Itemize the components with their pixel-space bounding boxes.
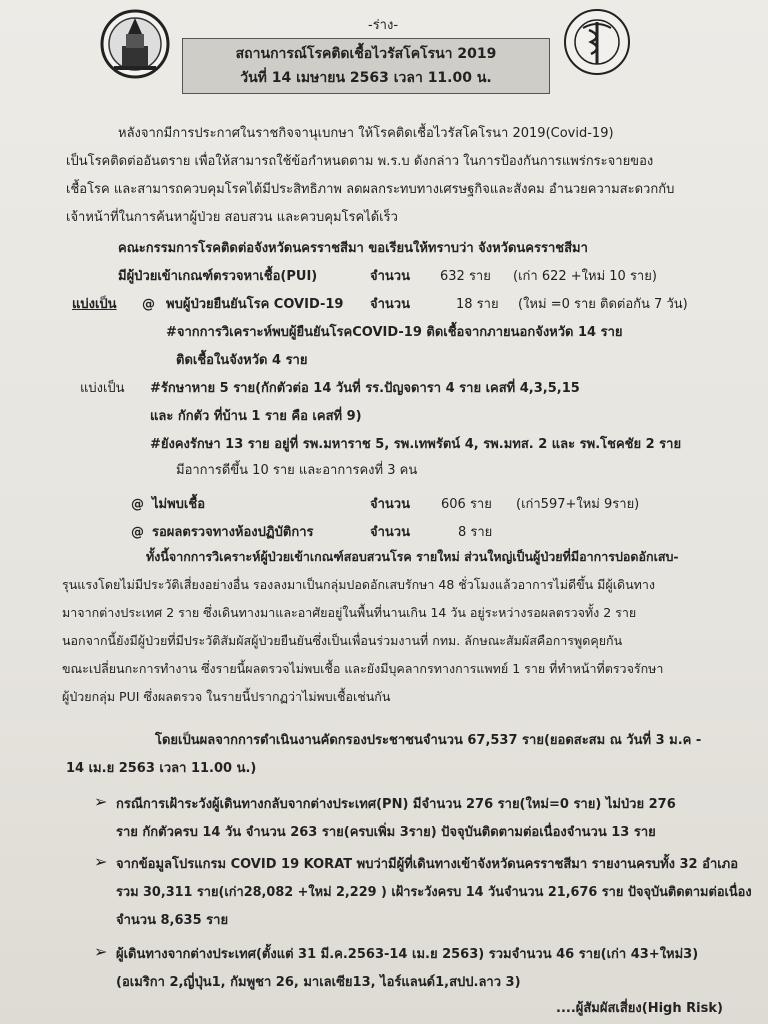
pui-amount-label: จำนวน (370, 269, 410, 284)
intro-line-3: เชื้อโรค และสามารถควบคุมโรคได้มีประสิทธิภาพ ลดผลกระทบทางเศรษฐกิจและสังคม อำนวยความสะดวกกับ (66, 182, 675, 197)
confirmed-amount-label: จำนวน (370, 297, 410, 312)
bullet-2-line-2: รวม 30,311 ราย(เก่า28,082 +ใหม่ 2,229 ) เฝ้าระวังครบ 14 วันจำนวน 21,676 ราย ปัจจุบันติดตามต่อเนื่อง (116, 885, 752, 900)
confirmed-analysis-1: #จากการวิเคราะห์พบผู้ยืนยันโรคCOVID-19 ติดเชื้อจากภายนอกจังหวัด 14 ราย (166, 325, 623, 340)
draft-mark: -ร่าง- (368, 18, 399, 33)
intro-line-1: หลังจากมีการประกาศในราชกิจจานุเบกษา ให้โรคติดเชื้อไวรัสโคโรนา 2019(Covid-19) (118, 126, 614, 141)
analysis-line-6: ผู้ป่วยกลุ่ม PUI ซึ่งผลตรวจ ในรายนี้ปรากฏว่าไม่พบเชื้อเช่นกัน (62, 689, 391, 704)
bullet-3-line-1: ผู้เดินทางจากต่างประเทศ(ตั้งแต่ 31 มี.ค.2563-14 เม.ย 2563) รวมจำนวน 46 ราย(เก่า 43+ใหม่3) (116, 947, 699, 962)
bullet-1-line-2: ราย กักตัวครบ 14 วัน จำนวน 263 ราย(ครบเพิ่ม 3ราย) ปัจจุบันติดตามต่อเนื่องจำนวน 13 ราย (116, 825, 656, 840)
title-line-1: สถานการณ์โรคติดเชื้อไวรัสโคโรนา 2019 (235, 46, 497, 62)
pui-label: มีผู้ป่วยเข้าเกณฑ์ตรวจหาเชื้อ(PUI) (118, 269, 318, 284)
analysis-line-5: ขณะเปลี่ยนกะการทำงาน ซึ่งรายนี้ผลตรวจไม่พบเชื้อ และยังมีบุคลากรทางการแพทย์ 1 ราย ที่ทำหน้าที่ตรวจรักษา (62, 661, 664, 676)
bullet-2-line-3: จำนวน 8,635 ราย (116, 913, 229, 928)
bullet-3-line-2: (อเมริกา 2,ญี่ปุ่น1, กัมพูชา 26, มาเลเซีย13, ไอร์แลนด์1,สปป.ลาว 3) (116, 975, 521, 990)
confirmed-value: 18 ราย (456, 297, 499, 312)
not-found-amount-label: จำนวน (370, 497, 410, 512)
confirmed-analysis-2: ติดเชื้อในจังหวัด 4 ราย (176, 353, 308, 368)
screening-line-1: โดยเป็นผลจากการดำเนินงานคัดกรองประชาชนจำนวน 67,537 ราย(ยอดสะสม ณ วันที่ 3 ม.ค - (155, 733, 702, 748)
not-found-label: ไม่พบเชื้อ (152, 497, 206, 512)
arrow-bullet-icon: ➢ (94, 792, 108, 811)
confirmed-note: (ใหม่ =0 ราย ติดต่อกัน 7 วัน) (518, 297, 688, 312)
pending-value: 8 ราย (458, 525, 493, 540)
pui-value: 632 ราย (440, 269, 491, 284)
intro-line-2: เป็นโรคติดต่ออันตราย เพื่อให้สามารถใช้ข้อกำหนดตาม พ.ร.บ ดังกล่าว ในการป้องกันการแพร่กระจายของ (66, 154, 654, 169)
screening-line-2: 14 เม.ย 2563 เวลา 11.00 น.) (66, 761, 257, 776)
arrow-bullet-icon: ➢ (94, 942, 108, 961)
analysis-line-2: รุนแรงโดยไม่มีประวัติเสี่ยงอย่างอื่น รองลงมาเป็นกลุ่มปอดอักเสบรักษา 48 ชั่วโมงแล้วอาการไม่ดีขึ้น มีผู้เดินทาง (62, 577, 655, 592)
title-line-2: วันที่ 14 เมษายน 2563 เวลา 11.00 น. (240, 70, 492, 86)
arrow-bullet-icon: ➢ (94, 852, 108, 871)
footer-continuation: ....ผู้สัมผัสเสี่ยง(High Risk) (556, 1001, 723, 1016)
confirmed-bullet: @ (142, 297, 155, 312)
committee-statement: คณะกรรมการโรคติดต่อจังหวัดนครราชสีมา ขอเรียนให้ทราบว่า จังหวัดนครราชสีมา (118, 241, 588, 256)
confirmed-label: พบผู้ป่วยยืนยันโรค COVID-19 (166, 297, 344, 312)
not-found-note: (เก่า597+ใหม่ 9ราย) (516, 497, 640, 512)
not-found-bullet: @ (131, 497, 144, 512)
analysis-line-1: ทั้งนี้จากการวิเคราะห์ผู้ป่วยเข้าเกณฑ์สอบสวนโรค รายใหม่ ส่วนใหญ่เป็นผู้ป่วยที่มีอาการปอดอักเสบ- (146, 549, 679, 564)
pending-label: รอผลตรวจทางห้องปฏิบัติการ (152, 525, 314, 540)
provincial-seal-icon (100, 8, 170, 80)
treating-line-2: มีอาการดีขึ้น 10 ราย และอาการคงที่ 3 คน (176, 463, 418, 478)
split-label: แบ่งเป็น (72, 297, 117, 312)
bullet-1-line-1: กรณีการเฝ้าระวังผู้เดินทางกลับจากต่างประเทศ(PN) มีจำนวน 276 ราย(ใหม่=0 ราย) ไม่ป่วย 276 (116, 797, 676, 812)
intro-line-4: เจ้าหน้าที่ในการค้นหาผู้ป่วย สอบสวน และควบคุมโรคได้เร็ว (66, 210, 398, 225)
recovered-line-1: #รักษาหาย 5 ราย(กักตัวต่อ 14 วันที่ รร.ปัญจดารา 4 ราย เคสที่ 4,3,5,15 (150, 381, 580, 396)
analysis-line-3: มาจากต่างประเทศ 2 ราย ซึ่งเดินทางมาและอาศัยอยู่ในพื้นที่นานเกิน 14 วัน อยู่ระหว่างรอผลตรวจทั้ง 2 ราย (62, 605, 637, 620)
pui-note: (เก่า 622 +ใหม่ 10 ราย) (513, 269, 657, 284)
pending-bullet: @ (131, 525, 144, 540)
not-found-value: 606 ราย (441, 497, 492, 512)
recovered-line-2: และ กักตัว ที่บ้าน 1 ราย คือ เคสที่ 9) (150, 409, 362, 424)
pending-amount-label: จำนวน (370, 525, 410, 540)
title-box (182, 38, 550, 94)
split-label-2: แบ่งเป็น (80, 381, 125, 396)
bullet-2-line-1: จากข้อมูลโปรแกรม COVID 19 KORAT พบว่ามีผู้ที่เดินทางเข้าจังหวัดนครราชสีมา รายงานครบทั้ง 32 อำเภอ (116, 857, 739, 872)
treating-line-1: #ยังคงรักษา 13 ราย อยู่ที่ รพ.มหาราช 5, รพ.เทพรัตน์ 4, รพ.มทส. 2 และ รพ.โชคชัย 2 ราย (150, 437, 682, 452)
ministry-of-public-health-seal-icon (563, 8, 631, 76)
analysis-line-4: นอกจากนี้ยังมีผู้ป่วยที่มีประวัติสัมผัสผู้ป่วยยืนยันซึ่งเป็นเพื่อนร่วมงานที่ กทม. ลักษณะสัมผัสคือการพูดคุยกัน (62, 633, 623, 648)
